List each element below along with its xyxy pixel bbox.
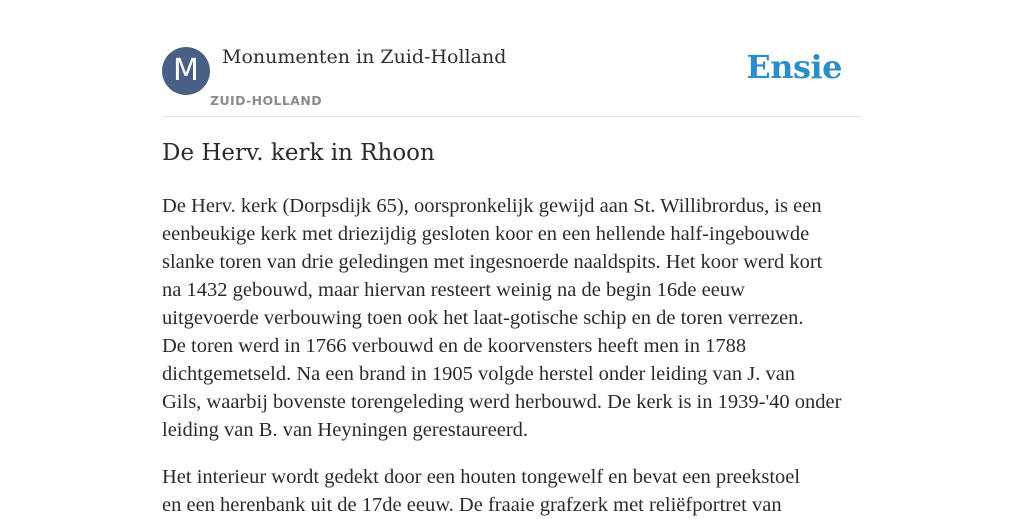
- category-label[interactable]: ZUID-HOLLAND: [210, 93, 322, 108]
- paragraph-line: Het interieur wordt gedekt door een houten tongewelf en bevat een preekstoel: [162, 466, 801, 488]
- site-header: [162, 0, 862, 117]
- article-paragraph: [162, 192, 862, 444]
- paragraph-line: Gils, waarbij bovenste torengeleding werd herbouwd. De kerk is in 1939-'40 onder: [162, 391, 842, 413]
- paragraph-line: en een herenbank uit de 17de eeuw. De fraaie grafzerk met reliëfportret van: [162, 494, 782, 516]
- paragraph-line: De Herv. kerk (Dorpsdijk 65), oorspronkelijk gewijd aan St. Willibrordus, is een: [162, 195, 822, 217]
- paragraph-line: uitgevoerde verbouwing toen ook het laat-gotische schip en de toren verrezen.: [162, 307, 804, 329]
- paragraph-line: dichtgemetseld. Na een brand in 1905 volgde herstel onder leiding van J. van: [162, 363, 796, 385]
- paragraph-line: slanke toren van drie geledingen met ingesnoerde naaldspits. Het koor werd kort: [162, 251, 823, 273]
- brand-logo[interactable]: Ensie: [746, 48, 842, 86]
- paragraph-line: leiding van B. van Heyningen gerestaureerd.: [162, 419, 529, 441]
- paragraph-line: na 1432 gebouwd, maar hiervan resteert weinig na de begin 16de eeuw: [162, 279, 745, 301]
- article-paragraph: [162, 463, 862, 519]
- paragraph-line: eenbeukige kerk met driezijdig gesloten koor en een hellende half-ingebouwde: [162, 223, 810, 245]
- article-title: De Herv. kerk in Rhoon: [162, 140, 435, 166]
- avatar[interactable]: M: [162, 47, 210, 95]
- page: [162, 0, 862, 516]
- site-title[interactable]: Monumenten in Zuid-Holland: [222, 46, 507, 68]
- paragraph-line: De toren werd in 1766 verbouwd en de koorvensters heeft men in 1788: [162, 335, 747, 357]
